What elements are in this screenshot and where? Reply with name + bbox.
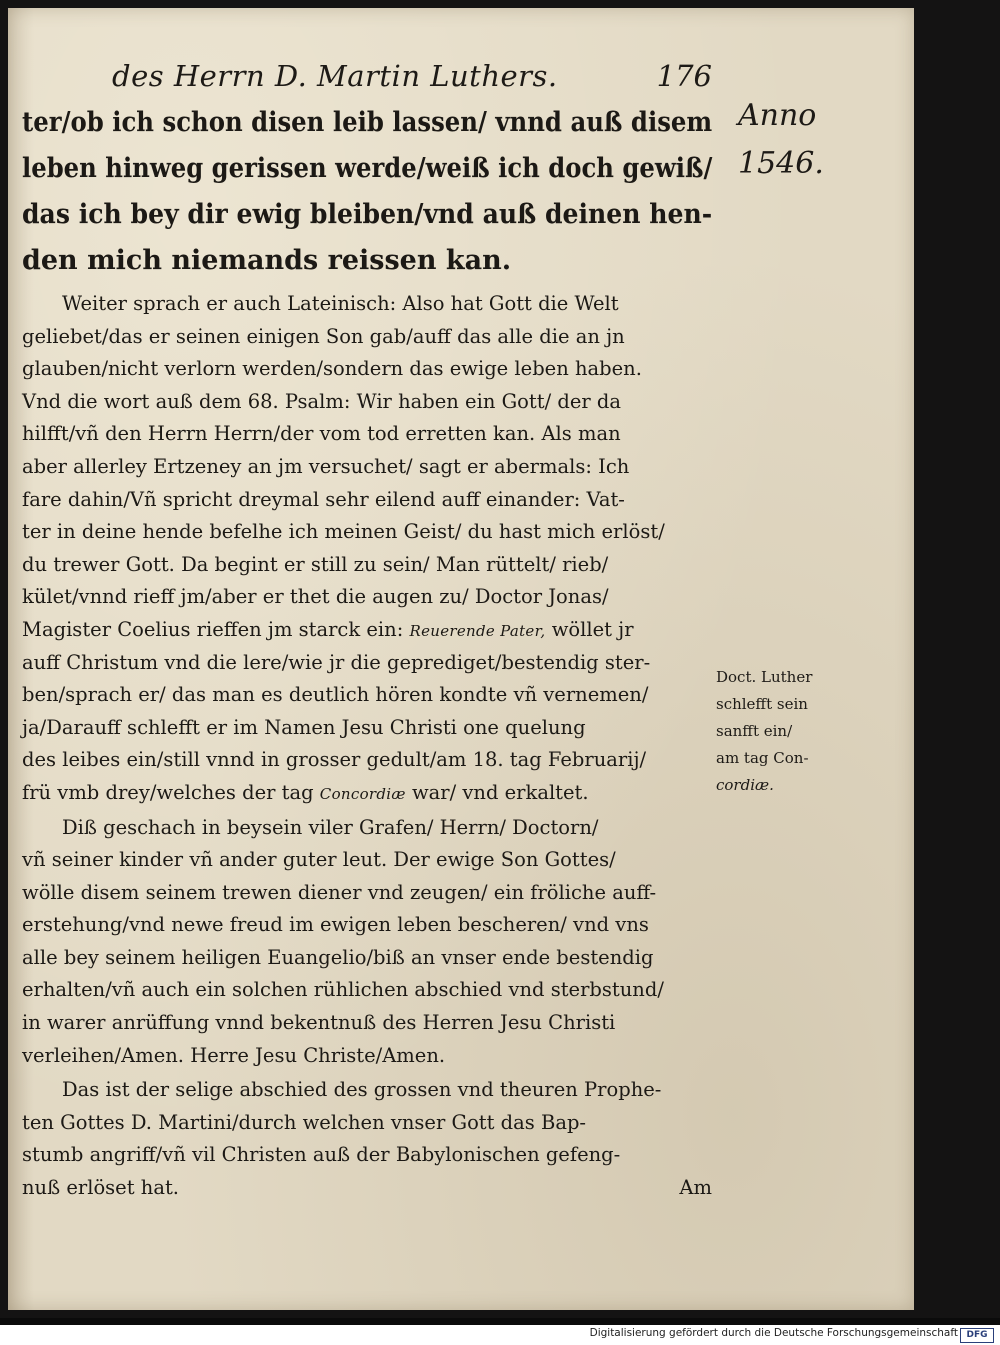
text-line: ter/ob ich schon disen leib lassen/ vnnd auß disem — [22, 107, 713, 138]
margin-note-line: schlefft sein — [716, 695, 808, 713]
running-title: des Herrn D. Martin Luthers. — [112, 59, 558, 93]
text-segment: frü vmb drey/welches der tag — [22, 780, 320, 804]
margin-year-note — [738, 92, 848, 188]
text-line: hilfft/vñ den Herrn Herrn/der vom tod erretten kan. Als man — [22, 422, 621, 446]
text-line: ter in deine hende befelhe ich meinen Geist/ du hast mich erlöst/ — [22, 520, 665, 544]
text-line: das ich bey dir ewig bleiben/vnd auß deinen hen- — [22, 199, 713, 230]
text-line — [22, 777, 712, 810]
text-segment: nuß erlöset hat. — [22, 1176, 179, 1200]
text-segment: war/ vnd erkaltet. — [405, 780, 589, 804]
catchword: Am — [679, 1176, 712, 1200]
latin-phrase: Concordiæ — [319, 784, 406, 803]
main-text — [22, 100, 712, 1205]
text-line: vñ seiner kinder vñ ander guter leut. Der ewige Son Gottes/ — [22, 848, 616, 872]
margin-note-line: am tag Con- — [716, 749, 809, 767]
text-segment: Magister Coelius rieffen jm starck ein: — [22, 617, 410, 641]
text-line: erhalten/vñ auch ein solchen rühlichen abschied vnd sterbstund/ — [22, 978, 664, 1002]
text-line — [22, 614, 712, 647]
paragraph-luther-last-words — [22, 288, 712, 810]
page-header — [112, 54, 712, 98]
text-line: Diß geschach in beysein viler Grafen/ Herrn/ Doctorn/ — [62, 815, 599, 839]
footer-bar — [0, 1325, 1000, 1345]
text-line — [22, 1172, 712, 1205]
margin-year-label: Anno — [738, 98, 817, 133]
text-line: ja/Darauff schlefft er im Namen Jesu Christi one quelung — [22, 715, 586, 739]
text-line: des leibes ein/still vnnd in grosser gedult/am 18. tag Februarij/ — [22, 748, 647, 772]
text-line: kület/vnnd rieff jm/aber er thet die augen zu/ Doctor Jonas/ — [22, 585, 609, 609]
text-line: verleihen/Amen. Herre Jesu Christe/Amen. — [22, 1043, 446, 1067]
text-line: wölle disem seinem trewen diener vnd zeugen/ ein fröliche auff- — [22, 880, 657, 904]
text-line: den mich niemands reissen kan. — [22, 245, 512, 276]
margin-year-value: 1546. — [738, 146, 824, 181]
margin-note — [716, 664, 866, 799]
text-line: aber allerley Ertzeney an jm versuchet/ sagt er abermals: Ich — [22, 454, 630, 478]
text-line: fare dahin/Vñ spricht dreymal sehr eilend auff einander: Vat- — [22, 487, 625, 511]
margin-note-line: Doct. Luther — [716, 668, 813, 686]
text-line: Das ist der selige abschied des grossen vnd theuren Prophe- — [62, 1078, 662, 1102]
text-line: alle bey seinem heiligen Euangelio/biß an vnser ende bestendig — [22, 945, 654, 969]
text-line: ben/sprach er/ das man es deutlich hören kondte vñ vernemen/ — [22, 683, 649, 707]
paragraph-witnesses — [22, 812, 712, 1073]
text-segment: wöllet jr — [545, 617, 634, 641]
text-line: in warer anrüffung vnnd bekentnuß des Herren Jesu Christi — [22, 1011, 616, 1035]
paragraph-blessed-departure — [22, 1074, 712, 1204]
text-line: leben hinweg gerissen werde/weiß ich doch gewiß/ — [22, 153, 713, 184]
text-line: erstehung/vnd newe freud im ewigen leben bescheren/ vnd vns — [22, 913, 649, 937]
text-line: du trewer Gott. Da begint er still zu sein/ Man rüttelt/ rieb/ — [22, 552, 609, 576]
text-line: Weiter sprach er auch Lateinisch: Also hat Gott die Welt — [62, 292, 619, 315]
page-number: 176 — [656, 59, 712, 93]
margin-note-line: cordiæ. — [716, 776, 774, 794]
dfg-logo: DFG — [960, 1328, 994, 1343]
funding-note: Digitalisierung gefördert durch die Deutsche Forschungsgemeinschaft — [589, 1327, 958, 1339]
margin-note-line: sanfft ein/ — [716, 722, 793, 740]
text-line: auff Christum vnd die lere/wie jr die geprediget/bestendig ster- — [22, 650, 651, 674]
text-line: ten Gottes D. Martini/durch welchen vnser Gott das Bap- — [22, 1110, 587, 1134]
latin-phrase: Reuerende Pater, — [409, 621, 546, 640]
text-line: geliebet/das er seinen einigen Son gab/auff das alle die an jn — [22, 324, 625, 348]
text-line: Vnd die wort auß dem 68. Psalm: Wir haben ein Gott/ der da — [22, 389, 621, 413]
text-line: stumb angriff/vñ vil Christen auß der Babylonischen gefeng- — [22, 1143, 621, 1167]
text-line: glauben/nicht verlorn werden/sondern das ewige leben haben. — [22, 357, 642, 381]
large-type-block — [22, 100, 712, 284]
